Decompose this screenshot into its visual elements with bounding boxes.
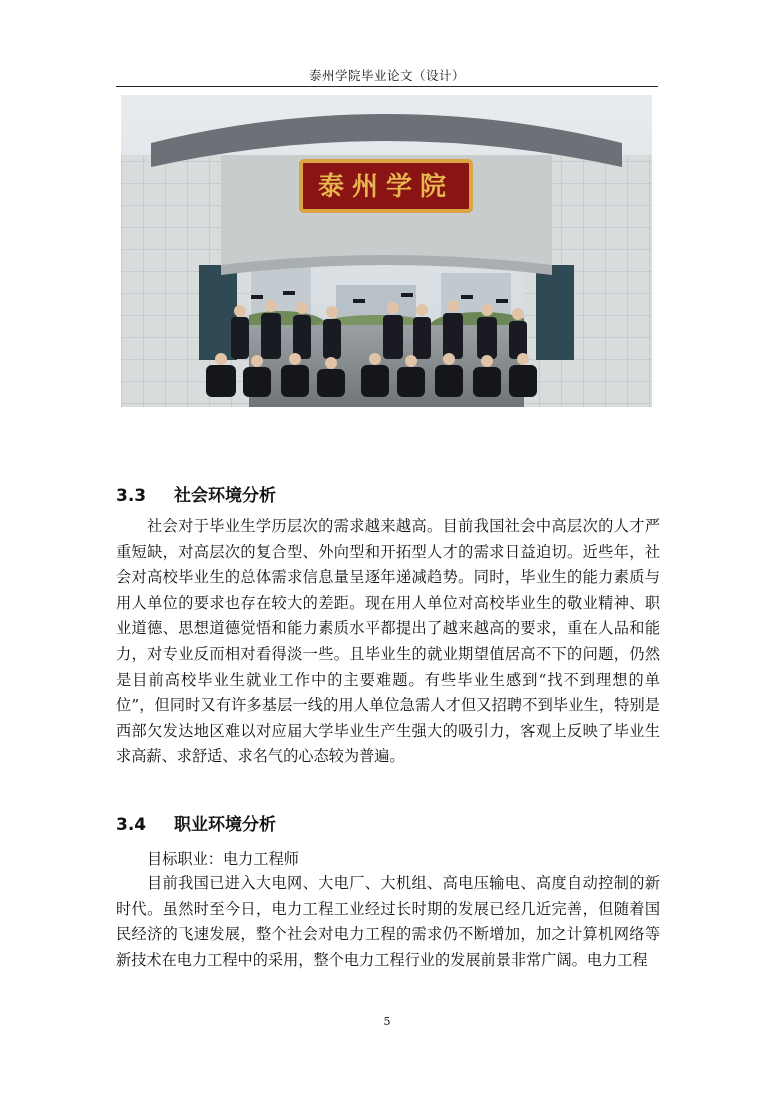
section-title: 社会环境分析: [174, 486, 276, 506]
section-number: 3.3: [116, 486, 147, 506]
section-title: 职业环境分析: [174, 815, 276, 835]
gate-sign-text: 泰州学院: [317, 172, 455, 202]
section-heading-3-4: [116, 810, 276, 835]
header-rule: [116, 86, 658, 87]
section-heading-3-3: [116, 481, 276, 506]
page-number: 5: [383, 1015, 391, 1028]
page-header: 泰州学院毕业论文（设计）: [308, 68, 465, 83]
paragraph-career-environment: 目前我国已进入大电网、大电厂、大机组、高电压输电、高度自动控制的新时代。虽然时至今日，电力工程工业经过长时期的发展已经几近完善，但随着国民经济的飞速发展，整个社会对电力工程的需求仍不断增加，加之计算机网络等新技术在电力工程中的采用，整个电力工程行业的发展前景非常广阔。电力工程: [116, 874, 660, 969]
target-career-line: 目标职业：电力工程师: [147, 850, 299, 868]
section-number: 3.4: [116, 815, 147, 835]
campus-gate-photo: [121, 95, 652, 407]
paragraph-social-environment: 社会对于毕业生学历层次的需求越来越高。目前我国社会中高层次的人才严重短缺，对高层次的复合型、外向型和开拓型人才的需求日益迫切。近些年，社会对高校毕业生的总体需求信息量呈逐年递减趋势。同时，毕业生的能力素质与用人单位的要求也存在较大的差距。现在用人单位对高校毕业生的敬业精神、职业道德、思想道德觉悟和能力素质水平都提出了越来越高的要求，重在人品和能力，对专业反而相对看得淡一些。且毕业生的就业期望值居高不下的问题，仍然是目前高校毕业生就业工作中的主要难题。有些毕业生感到“找不到理想的单位”，但同时又有许多基层一线的用人单位急需人才但又招聘不到毕业生，特别是西部欠发达地区难以对应届大学毕业生产生强大的吸引力，客观上反映了毕业生求高薪、求舒适、求名气的心态较为普遍。: [116, 517, 660, 766]
